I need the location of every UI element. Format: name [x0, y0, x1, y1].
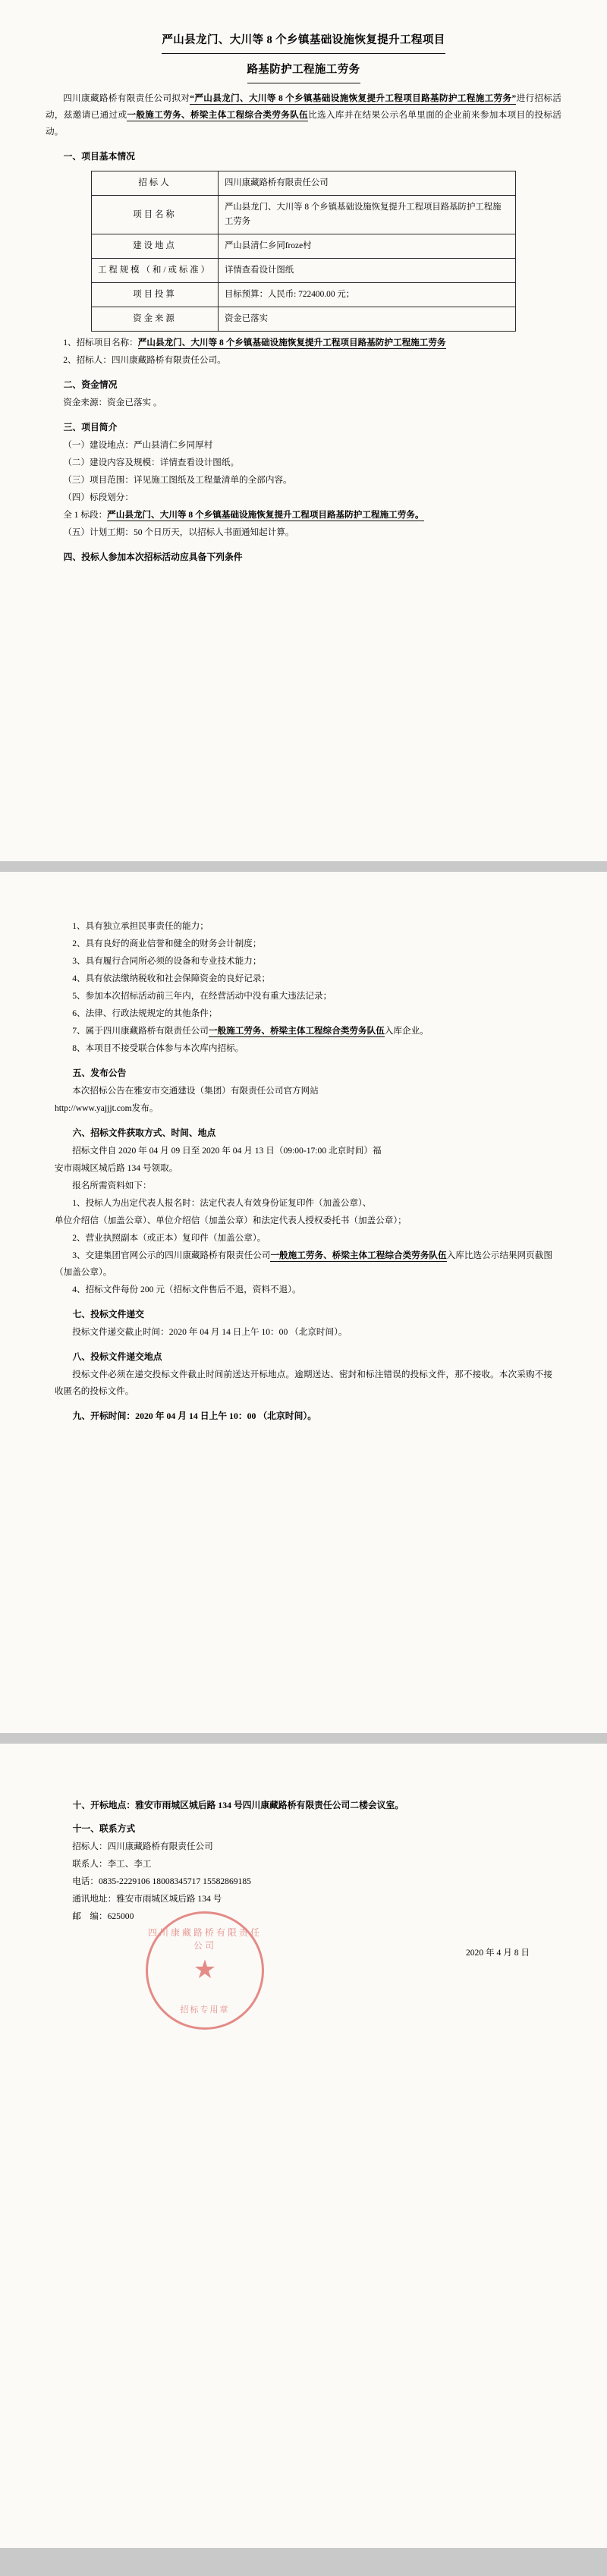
list-item: 1、招标项目名称：严山县龙门、大川等 8 个乡镇基础设施恢复提升工程项目路基防护工程施工劳务: [63, 338, 446, 348]
doc-pickup-place: 安市雨城区城后路 134 号领取。: [55, 1163, 178, 1173]
section-heading-10: 十、开标地点：雅安市雨城区城后路 134 号四川康藏路桥有限责任公司二楼会议室。: [72, 1800, 404, 1810]
table-value: 详情查看设计图纸: [219, 259, 516, 283]
lot-name: 严山县龙门、大川等 8 个乡镇基础设施恢复提升工程项目路基防护工程施工劳务。: [107, 510, 424, 520]
list-item: （二）建设内容及规模：详情查看设计图纸。: [63, 458, 240, 467]
lot-division: [46, 507, 561, 524]
document-page-1: [0, 0, 607, 861]
publish-text-a: 本次招标公告在雅安市交通建设（集团）有限责任公司官方网站: [72, 1086, 319, 1096]
official-seal-stamp: [146, 1911, 264, 2030]
bid-submit-place: 投标文件必须在递交投标文件截止时间前送达开标地点。逾期送达、密封和标注错误的投标文件，那不接收。本次采购不接收匿名的投标文件。: [55, 1370, 552, 1396]
list-item: 2、具有良好的商业信誉和健全的财务会计制度；: [72, 939, 262, 948]
table-label: 工程规模（和/或标准）: [92, 259, 219, 283]
table-row: [92, 307, 516, 332]
contact-line: [55, 1856, 552, 1873]
qualify7-category: 一般施工劳务、桥梁主体工程综合类劳务队伍: [208, 1026, 385, 1036]
list-item: [55, 1023, 552, 1040]
qualify7-prefix: 7、属于四川康藏路桥有限责任公司: [72, 1026, 209, 1036]
project-info-table: [91, 171, 516, 332]
table-value: 严山县龙门、大川等 8 个乡镇基础设施恢复提升工程项目路基防护工程施工劳务: [219, 196, 516, 234]
table-label: 建设地点: [92, 234, 219, 259]
section-heading-8: 八、投标文件递交地点: [72, 1351, 162, 1362]
funding-text: 资金来源：资金已落实 。: [63, 398, 162, 407]
section-heading-1: 一、项目基本情况: [63, 151, 135, 162]
table-row: [92, 259, 516, 283]
page-title: [46, 29, 561, 83]
list-item: （三）项目范围：详见施工图纸及工程量清单的全部内容。: [63, 475, 292, 485]
list-item: 1、具有独立承担民事责任的能力；: [72, 921, 209, 931]
project-name-inline: 严山县龙门、大川等 8 个乡镇基础设施恢复提升工程项目路基防护工程施工劳务: [137, 338, 446, 348]
docs-item3-category: 一般施工劳务、桥梁主体工程综合类劳务队伍: [270, 1250, 447, 1260]
document-date: 2020 年 4 月 8 日: [465, 1948, 530, 1958]
website-url[interactable]: http://www.yajjjt.com: [55, 1103, 132, 1113]
table-row: [92, 234, 516, 259]
contact-label: 邮 编：: [72, 1911, 108, 1921]
qualify7-suffix: 入库企业。: [384, 1026, 429, 1036]
required-docs-heading: 报名所需资料如下：: [72, 1181, 152, 1190]
doc-title-line1: 严山县龙门、大川等 8 个乡镇基础设施恢复提升工程项目: [162, 29, 445, 54]
list-item: [55, 1195, 552, 1212]
intro-project-name: “严山县龙门、大川等 8 个乡镇基础设施恢复提升工程项目路基防护工程施工劳务”: [190, 93, 517, 103]
contact-line: [55, 1873, 552, 1890]
table-value: 严山县清仁乡同froze村: [219, 234, 516, 259]
contact-value: 四川康藏路桥有限责任公司: [107, 1842, 213, 1851]
contact-line: [55, 1908, 552, 1925]
contact-line: [55, 1891, 552, 1908]
contact-value: 0835-2229106 18008345717 15582869185: [98, 1876, 251, 1886]
seal-company-text: 四川康藏路桥有限责任公司: [148, 1927, 263, 1951]
section-heading-5: 五、发布公告: [72, 1068, 127, 1078]
star-icon: ★: [193, 1956, 217, 1984]
docs-item1-a: 1、投标人为出定代表人报名时：法定代表人有效身份证复印件（加盖公章）、: [72, 1198, 372, 1208]
intro-part-e: 比选入库并在结果公示名单里面的企业前来参加本项目的投标活动。: [46, 110, 561, 137]
contact-value: 雅安市雨城区城后路 134 号: [116, 1894, 222, 1904]
document-page-3: [0, 1744, 607, 2548]
publish-url-line: [55, 1100, 552, 1117]
section-heading-11: 十一、联系方式: [72, 1823, 136, 1834]
table-value: 目标预算：人民币: 722400.00 元；: [219, 283, 516, 307]
list-item: [55, 1247, 552, 1281]
contact-value: 625000: [107, 1911, 134, 1921]
list-item: 5、参加本次招标活动前三年内，在经营活动中没有重大违法记录；: [72, 991, 332, 1001]
doc-pickup-time: 招标文件自 2020 年 04 月 09 日至 2020 年 04 月 13 日（09:00-17:00 北京时间）福: [72, 1146, 382, 1156]
publish-text: [55, 1083, 552, 1099]
table-row: [92, 196, 516, 234]
intro-part-a: 四川康藏路桥有限责任公司拟对: [63, 93, 190, 103]
list-item: 2、营业执照副本（或正本）复印件（加盖公章）。: [72, 1233, 266, 1243]
intro-paragraph: [46, 90, 561, 140]
section-heading-6: 六、招标文件获取方式、时间、地点: [72, 1128, 216, 1138]
lot-label: 全 1 标段：: [63, 510, 108, 520]
section-heading-9: 九、开标时间：2020 年 04 月 14 日上午 10：00 （北京时间）。: [72, 1411, 317, 1421]
docs-item3-prefix: 3、交建集团官网公示的四川康藏路桥有限责任公司: [72, 1250, 271, 1260]
section-heading-7: 七、投标文件递交: [72, 1309, 144, 1319]
list-item: 8、本项目不接受联合体参与本次库内招标。: [72, 1043, 244, 1053]
duration-text: （五）计划工期：50 个日历天，以招标人书面通知起计算。: [63, 527, 294, 537]
bid-submit-deadline: 投标文件递交截止时间：2020 年 04 月 14 日上午 10：00 （北京时间）。: [72, 1327, 348, 1337]
table-value: 四川康藏路桥有限责任公司: [219, 171, 516, 196]
table-label: 项目投算: [92, 283, 219, 307]
document-page-2: [0, 872, 607, 1733]
list-item: 2、招标人：四川康藏路桥有限责任公司。: [63, 355, 226, 365]
contact-label: 招标人：: [72, 1842, 108, 1851]
table-row: [92, 171, 516, 196]
contact-value: 李工、李工: [107, 1859, 152, 1869]
list-item: 4、招标文件每份 200 元（招标文件售后不退，资料不退）。: [72, 1285, 301, 1294]
intro-part-c: 进行招标活动，兹邀请已通过或: [46, 93, 561, 120]
seal-purpose-text: 招标专用章: [180, 2005, 230, 2015]
section-heading-3: 三、项目简介: [63, 422, 118, 432]
contact-label: 联系人：: [72, 1859, 108, 1869]
publish-text-b: 发布。: [131, 1103, 159, 1113]
intro-qualification: 一般施工劳务、桥梁主体工程综合类劳务队伍: [127, 110, 309, 120]
list-item: （四）标段划分：: [63, 492, 134, 502]
table-value: 资金已落实: [219, 307, 516, 332]
doc-title-line2: 路基防护工程施工劳务: [247, 58, 360, 83]
table-row: [92, 283, 516, 307]
table-label: 资金来源: [92, 307, 219, 332]
table-label: 招标人: [92, 171, 219, 196]
list-item: （一）建设地点：严山县清仁乡同厚村: [63, 440, 213, 450]
table-label: 项目名称: [92, 196, 219, 234]
contact-label: 电话：: [72, 1876, 99, 1886]
section-heading-4: 四、投标人参加本次招标活动应具备下列条件: [63, 552, 243, 562]
section-heading-2: 二、资金情况: [63, 379, 118, 390]
list-item: 4、具有依法缴纳税收和社会保障资金的良好记录；: [72, 973, 271, 983]
list-item: 3、具有履行合同所必须的设备和专业技术能力；: [72, 956, 262, 966]
docs-item3-suffix: 入库比选公示结果网页截图（加盖公章）。: [55, 1250, 552, 1277]
contact-label: 通讯地址：: [72, 1894, 117, 1904]
list-item: 6、法律、行政法规规定的其他条件；: [72, 1008, 218, 1018]
contact-line: [55, 1838, 552, 1855]
list-item-cont: 单位介绍信（加盖公章）、单位介绍信（加盖公章）和法定代表人授权委托书（加盖公章）；: [55, 1216, 407, 1225]
